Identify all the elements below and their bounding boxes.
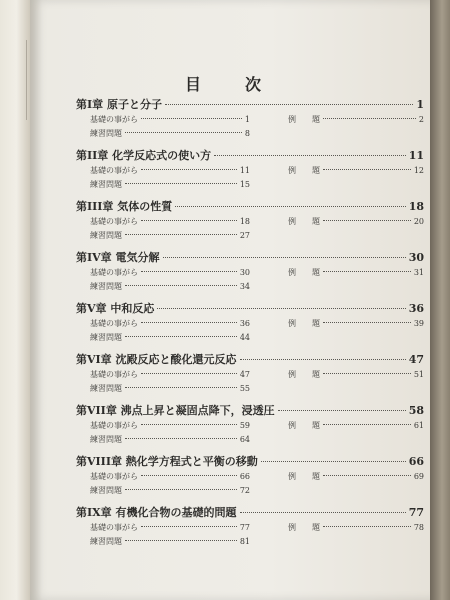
chapter-title: 第IX章 有機化合物の基礎的問題: [76, 506, 237, 519]
basics-page-number: 47: [239, 370, 250, 379]
dot-leader: [125, 234, 237, 235]
dot-leader: [141, 220, 237, 221]
chapter-title: 第III章 気体の性質: [76, 200, 173, 213]
toc-chapter: [76, 96, 424, 142]
basics-label: 基礎の事がら: [90, 370, 138, 379]
exercises-label: 練習問題: [90, 129, 122, 138]
dot-leader: [323, 373, 411, 374]
examples-page-number: 31: [413, 268, 424, 277]
examples-page-number: 61: [413, 421, 424, 430]
dot-leader: [278, 410, 406, 411]
examples-label: 例 題: [288, 319, 320, 328]
dot-leader: [141, 373, 237, 374]
basics-examples-line: [76, 267, 424, 281]
chapter-page-number: 11: [408, 149, 424, 162]
chapter-page-number: 66: [408, 455, 424, 468]
basics-page-number: 36: [239, 319, 250, 328]
toc-chapter: [76, 147, 424, 193]
exercises-label: 練習問題: [90, 231, 122, 240]
dot-leader: [141, 526, 237, 527]
dot-leader: [141, 424, 237, 425]
chapter-heading-line: [76, 453, 424, 471]
examples-label: 例 題: [288, 472, 320, 481]
page-title: 目 次: [184, 75, 275, 94]
basics-label: 基礎の事がら: [90, 523, 138, 532]
toc-chapter: [76, 300, 424, 346]
examples-page-number: 51: [413, 370, 424, 379]
chapter-heading-line: [76, 402, 424, 420]
chapter-heading-line: [76, 96, 424, 114]
dot-leader: [323, 475, 411, 476]
basics-examples-line: [76, 522, 424, 536]
basics-examples-line: [76, 369, 424, 383]
dot-leader: [125, 183, 237, 184]
dot-leader: [323, 322, 411, 323]
facing-page-marks: [2, 40, 27, 120]
examples-page-number: 12: [413, 166, 424, 175]
basics-label: 基礎の事がら: [90, 472, 138, 481]
dot-leader: [125, 387, 237, 388]
examples-label: 例 題: [288, 166, 320, 175]
dot-leader: [125, 540, 237, 541]
exercises-page-number: 72: [239, 486, 250, 495]
exercises-line: [76, 536, 424, 550]
book-page: [30, 0, 430, 600]
basics-examples-line: [76, 318, 424, 332]
examples-label: 例 題: [288, 421, 320, 430]
examples-label: 例 題: [288, 523, 320, 532]
exercises-page-number: 55: [239, 384, 250, 393]
examples-page-number: 2: [418, 115, 424, 124]
chapter-heading-line: [76, 504, 424, 522]
dot-leader: [323, 118, 416, 119]
exercises-line: [76, 332, 424, 346]
examples-page-number: 20: [413, 217, 424, 226]
exercises-label: 練習問題: [90, 282, 122, 291]
exercises-line: [76, 230, 424, 244]
toc-chapter: [76, 351, 424, 397]
chapter-page-number: 58: [408, 404, 424, 417]
facing-page-edge: [0, 0, 30, 600]
basics-examples-line: [76, 420, 424, 434]
exercises-label: 練習問題: [90, 486, 122, 495]
basics-label: 基礎の事がら: [90, 421, 138, 430]
toc-chapter: [76, 249, 424, 295]
dot-leader: [323, 526, 411, 527]
dot-leader: [125, 132, 242, 133]
exercises-line: [76, 128, 424, 142]
chapter-heading-line: [76, 147, 424, 165]
exercises-line: [76, 383, 424, 397]
chapter-title: 第V章 中和反応: [76, 302, 155, 315]
chapter-page-number: 30: [408, 251, 424, 264]
dot-leader: [214, 155, 406, 156]
dot-leader: [323, 169, 411, 170]
chapter-page-number: 18: [408, 200, 424, 213]
basics-label: 基礎の事がら: [90, 217, 138, 226]
examples-label: 例 題: [288, 115, 320, 124]
basics-label: 基礎の事がら: [90, 319, 138, 328]
basics-page-number: 30: [239, 268, 250, 277]
basics-examples-line: [76, 471, 424, 485]
dot-leader: [141, 322, 237, 323]
chapter-page-number: 77: [408, 506, 424, 519]
examples-page-number: 39: [413, 319, 424, 328]
chapter-heading-line: [76, 351, 424, 369]
examples-label: 例 題: [288, 268, 320, 277]
basics-label: 基礎の事がら: [90, 268, 138, 277]
chapter-heading-line: [76, 249, 424, 267]
dot-leader: [125, 489, 237, 490]
exercises-page-number: 34: [239, 282, 250, 291]
chapter-title: 第I章 原子と分子: [76, 98, 162, 111]
exercises-label: 練習問題: [90, 180, 122, 189]
basics-label: 基礎の事がら: [90, 166, 138, 175]
chapter-page-number: 36: [408, 302, 424, 315]
chapter-title: 第VII章 沸点上昇と凝固点降下，浸透圧: [76, 404, 275, 417]
dot-leader: [261, 461, 406, 462]
examples-page-number: 69: [413, 472, 424, 481]
chapter-heading-line: [76, 300, 424, 318]
exercises-label: 練習問題: [90, 384, 122, 393]
exercises-page-number: 44: [239, 333, 250, 342]
basics-page-number: 77: [239, 523, 250, 532]
dot-leader: [323, 271, 411, 272]
dot-leader: [141, 271, 237, 272]
chapter-title: 第II章 化学反応式の使い方: [76, 149, 212, 162]
basics-page-number: 66: [239, 472, 250, 481]
basics-examples-line: [76, 216, 424, 230]
exercises-page-number: 81: [239, 537, 250, 546]
basics-page-number: 1: [244, 115, 250, 124]
chapter-title: 第IV章 電気分解: [76, 251, 160, 264]
dot-leader: [240, 359, 406, 360]
table-of-contents: [76, 96, 424, 555]
toc-chapter: [76, 453, 424, 499]
examples-label: 例 題: [288, 217, 320, 226]
basics-page-number: 59: [239, 421, 250, 430]
dot-leader: [165, 104, 413, 105]
chapter-heading-line: [76, 198, 424, 216]
chapter-page-number: 1: [416, 98, 424, 111]
dot-leader: [141, 118, 242, 119]
toc-chapter: [76, 504, 424, 550]
chapter-title: 第VIII章 熱化学方程式と平衡の移動: [76, 455, 258, 468]
dot-leader: [125, 336, 237, 337]
dot-leader: [163, 257, 406, 258]
basics-label: 基礎の事がら: [90, 115, 138, 124]
basics-examples-line: [76, 114, 424, 128]
examples-page-number: 78: [413, 523, 424, 532]
toc-chapter: [76, 198, 424, 244]
examples-label: 例 題: [288, 370, 320, 379]
exercises-page-number: 64: [239, 435, 250, 444]
exercises-label: 練習問題: [90, 435, 122, 444]
exercises-line: [76, 434, 424, 448]
dot-leader: [175, 206, 405, 207]
dot-leader: [141, 169, 237, 170]
dot-leader: [323, 220, 411, 221]
dot-leader: [141, 475, 237, 476]
exercises-page-number: 15: [239, 180, 250, 189]
dot-leader: [157, 308, 405, 309]
exercises-line: [76, 281, 424, 295]
dot-leader: [323, 424, 411, 425]
dot-leader: [125, 285, 237, 286]
basics-examples-line: [76, 165, 424, 179]
exercises-page-number: 27: [239, 231, 250, 240]
exercises-label: 練習問題: [90, 537, 122, 546]
exercises-line: [76, 485, 424, 499]
toc-chapter: [76, 402, 424, 448]
dot-leader: [240, 512, 406, 513]
exercises-page-number: 8: [244, 129, 250, 138]
basics-page-number: 18: [239, 217, 250, 226]
dot-leader: [125, 438, 237, 439]
page-stack-edge: [430, 0, 450, 600]
chapter-title: 第VI章 沈殿反応と酸化還元反応: [76, 353, 237, 366]
basics-page-number: 11: [239, 166, 250, 175]
exercises-line: [76, 179, 424, 193]
exercises-label: 練習問題: [90, 333, 122, 342]
chapter-page-number: 47: [408, 353, 424, 366]
